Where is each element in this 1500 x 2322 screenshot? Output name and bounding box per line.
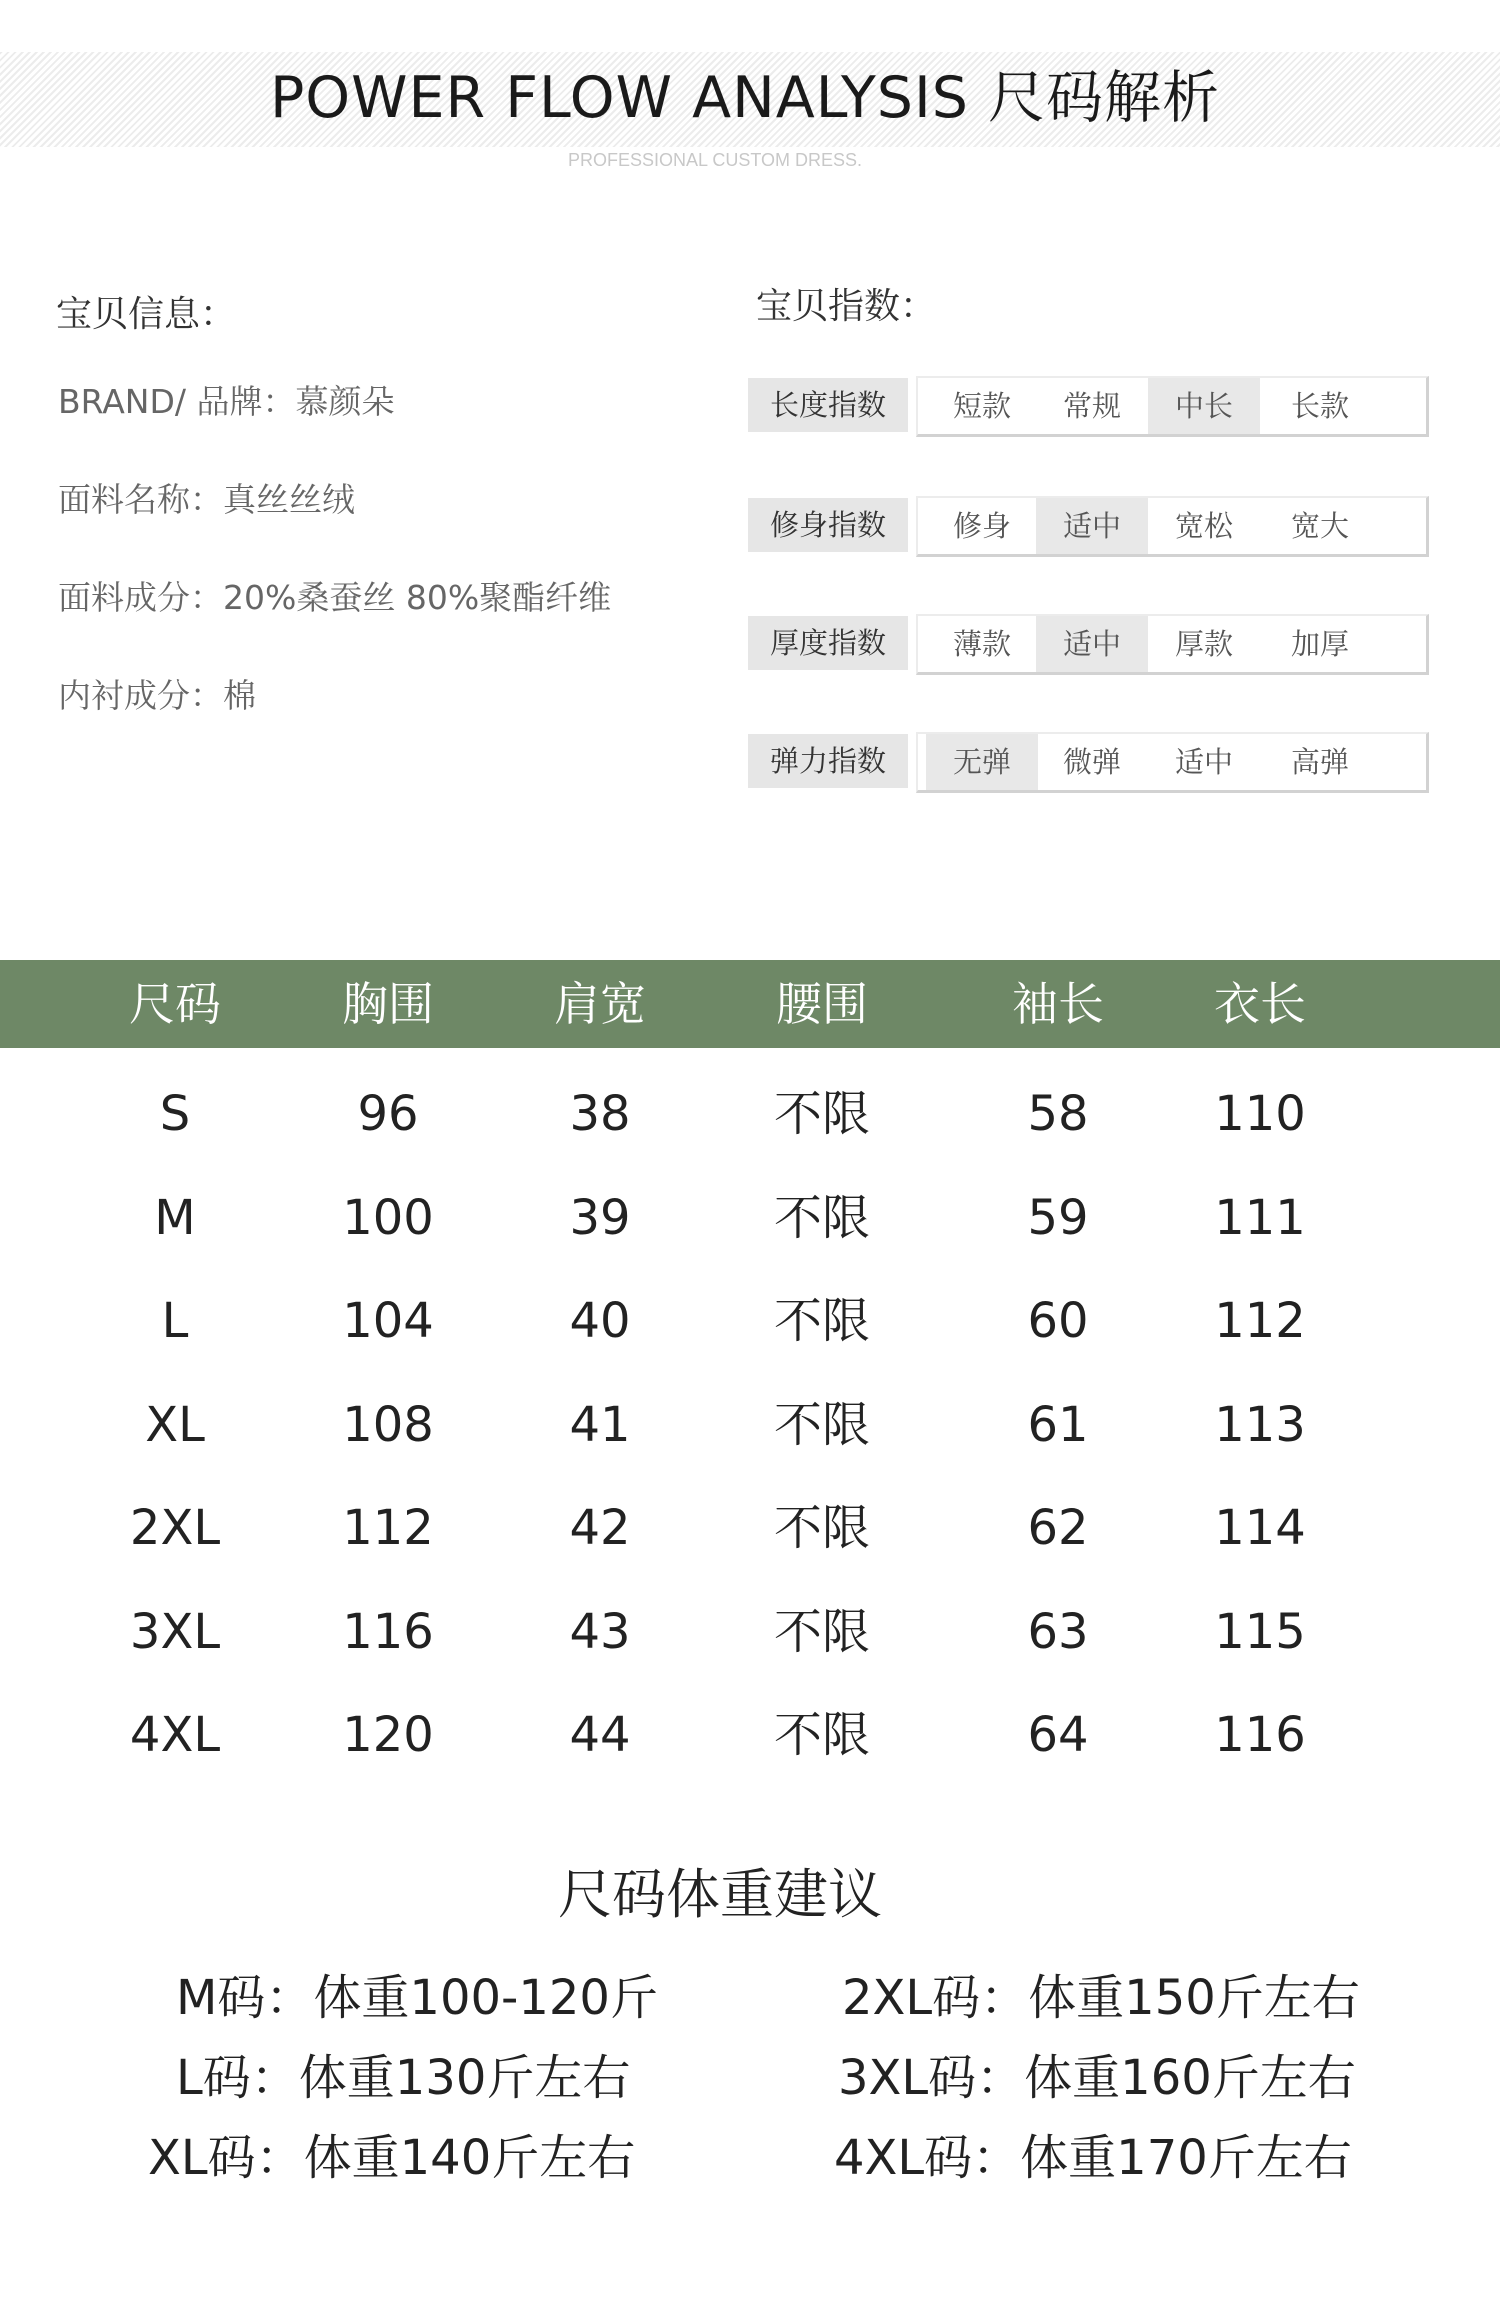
- table-row: [0, 1166, 1500, 1270]
- index-option-selected: 无弹: [926, 734, 1038, 790]
- table-cell-sleeve: 62: [1027, 1500, 1089, 1556]
- table-cell-length: 116: [1214, 1707, 1306, 1763]
- index-option: 长款: [1290, 389, 1349, 423]
- table-row: [0, 1476, 1500, 1580]
- index-option-selected: 适中: [1036, 498, 1148, 554]
- table-cell-size: 3XL: [129, 1603, 221, 1660]
- index-row-label: 弹力指数: [748, 734, 908, 788]
- index-option: 适中: [1174, 745, 1233, 779]
- table-cell-shoulder: 42: [569, 1500, 631, 1556]
- table-row: [0, 1062, 1500, 1166]
- table-cell-waist: 不限: [773, 1500, 870, 1556]
- index-option: 宽松: [1174, 509, 1233, 543]
- table-cell-chest: 112: [342, 1500, 434, 1556]
- table-cell-sleeve: 64: [1027, 1707, 1089, 1763]
- index-option: 薄款: [952, 627, 1011, 661]
- table-cell-waist: 不限: [773, 1396, 870, 1453]
- table-cell-shoulder: 44: [569, 1707, 631, 1763]
- table-cell-shoulder: 43: [569, 1603, 631, 1660]
- table-cell-length: 113: [1214, 1396, 1306, 1453]
- index-option-box: [916, 496, 1429, 557]
- weight-suggestion-title: 尺码体重建议: [558, 1863, 882, 1926]
- table-row: [0, 1373, 1500, 1477]
- product-info-heading: 宝贝信息：: [56, 294, 237, 335]
- table-cell-shoulder: 38: [569, 1086, 631, 1142]
- table-cell-waist: 不限: [773, 1293, 870, 1349]
- index-row-label: 修身指数: [748, 498, 908, 552]
- table-cell-sleeve: 63: [1027, 1603, 1089, 1660]
- table-cell-sleeve: 58: [1027, 1086, 1089, 1142]
- product-info-line-brand: BRAND/ 品牌：慕颜朵: [58, 382, 395, 421]
- weight-line-l: L码：体重130斤左右: [176, 2050, 631, 2106]
- table-cell-chest: 104: [342, 1293, 434, 1349]
- table-cell-sleeve: 59: [1027, 1189, 1089, 1246]
- table-cell-chest: 116: [342, 1603, 434, 1660]
- index-option-box: [916, 614, 1429, 675]
- index-row: [748, 376, 1426, 434]
- size-table-header: [0, 960, 1500, 1048]
- table-cell-waist: 不限: [773, 1707, 870, 1763]
- index-option: 短款: [952, 389, 1011, 423]
- index-option: 宽大: [1290, 509, 1349, 543]
- index-option-box: [916, 376, 1429, 437]
- table-cell-length: 111: [1214, 1189, 1306, 1246]
- table-cell-size: L: [161, 1293, 189, 1349]
- index-option-selected: 适中: [1036, 616, 1148, 672]
- weight-line-xl: XL码：体重140斤左右: [148, 2130, 636, 2186]
- weight-line-3xl: 3XL码：体重160斤左右: [838, 2050, 1356, 2106]
- weight-line-2xl: 2XL码：体重150斤左右: [842, 1970, 1360, 2026]
- index-option: 修身: [952, 509, 1011, 543]
- page-title: POWER FLOW ANALYSIS 尺码解析: [269, 65, 1221, 131]
- table-cell-chest: 120: [342, 1707, 434, 1763]
- table-cell-size: XL: [145, 1396, 205, 1453]
- table-cell-length: 115: [1214, 1603, 1306, 1660]
- column-header-shoulder: 肩宽: [554, 977, 646, 1031]
- table-cell-sleeve: 61: [1027, 1396, 1089, 1453]
- table-cell-length: 112: [1214, 1293, 1306, 1349]
- table-row: [0, 1580, 1500, 1684]
- table-row: [0, 1683, 1500, 1787]
- index-row: [748, 496, 1426, 554]
- table-cell-chest: 108: [342, 1396, 434, 1453]
- table-cell-chest: 96: [357, 1086, 419, 1142]
- product-info-line-fabric: 面料名称：真丝丝绒: [58, 480, 355, 519]
- index-row-label: 厚度指数: [748, 616, 908, 670]
- index-row: [748, 614, 1426, 672]
- weight-line-m: M码：体重100-120斤: [176, 1970, 658, 2026]
- table-cell-size: 2XL: [129, 1500, 221, 1556]
- product-index-heading: 宝贝指数：: [756, 286, 937, 327]
- table-cell-length: 110: [1214, 1086, 1306, 1142]
- index-option: 厚款: [1174, 627, 1233, 661]
- page-subtitle: PROFESSIONAL CUSTOM DRESS.: [567, 150, 863, 170]
- index-row-label: 长度指数: [748, 378, 908, 432]
- table-cell-shoulder: 39: [569, 1189, 631, 1246]
- table-cell-size: M: [154, 1189, 196, 1246]
- column-header-size: 尺码: [129, 977, 221, 1031]
- table-cell-shoulder: 40: [569, 1293, 631, 1349]
- index-option: 高弹: [1290, 745, 1349, 779]
- index-option-selected: 中长: [1148, 378, 1260, 434]
- table-cell-size: 4XL: [129, 1707, 221, 1763]
- weight-line-4xl: 4XL码：体重170斤左右: [834, 2130, 1352, 2186]
- index-row: [748, 732, 1426, 790]
- product-info-line-composition: 面料成分：20%桑蚕丝 80%聚酯纤维: [58, 578, 612, 617]
- table-cell-waist: 不限: [773, 1189, 870, 1246]
- index-option: 微弹: [1062, 745, 1121, 779]
- column-header-chest: 胸围: [342, 977, 434, 1031]
- column-header-waist: 腰围: [776, 977, 868, 1031]
- column-header-length: 衣长: [1214, 977, 1306, 1031]
- table-cell-shoulder: 41: [569, 1396, 631, 1453]
- table-cell-waist: 不限: [773, 1603, 870, 1660]
- column-header-sleeve: 袖长: [1012, 977, 1104, 1031]
- table-cell-length: 114: [1214, 1500, 1306, 1556]
- index-option: 加厚: [1290, 627, 1349, 661]
- index-option-box: [916, 732, 1429, 793]
- table-cell-size: S: [159, 1086, 191, 1142]
- index-option: 常规: [1062, 389, 1121, 423]
- table-cell-waist: 不限: [773, 1086, 870, 1142]
- product-info-line-lining: 内衬成分：棉: [58, 676, 256, 715]
- table-cell-sleeve: 60: [1027, 1293, 1089, 1349]
- table-cell-chest: 100: [342, 1189, 434, 1246]
- table-row: [0, 1269, 1500, 1373]
